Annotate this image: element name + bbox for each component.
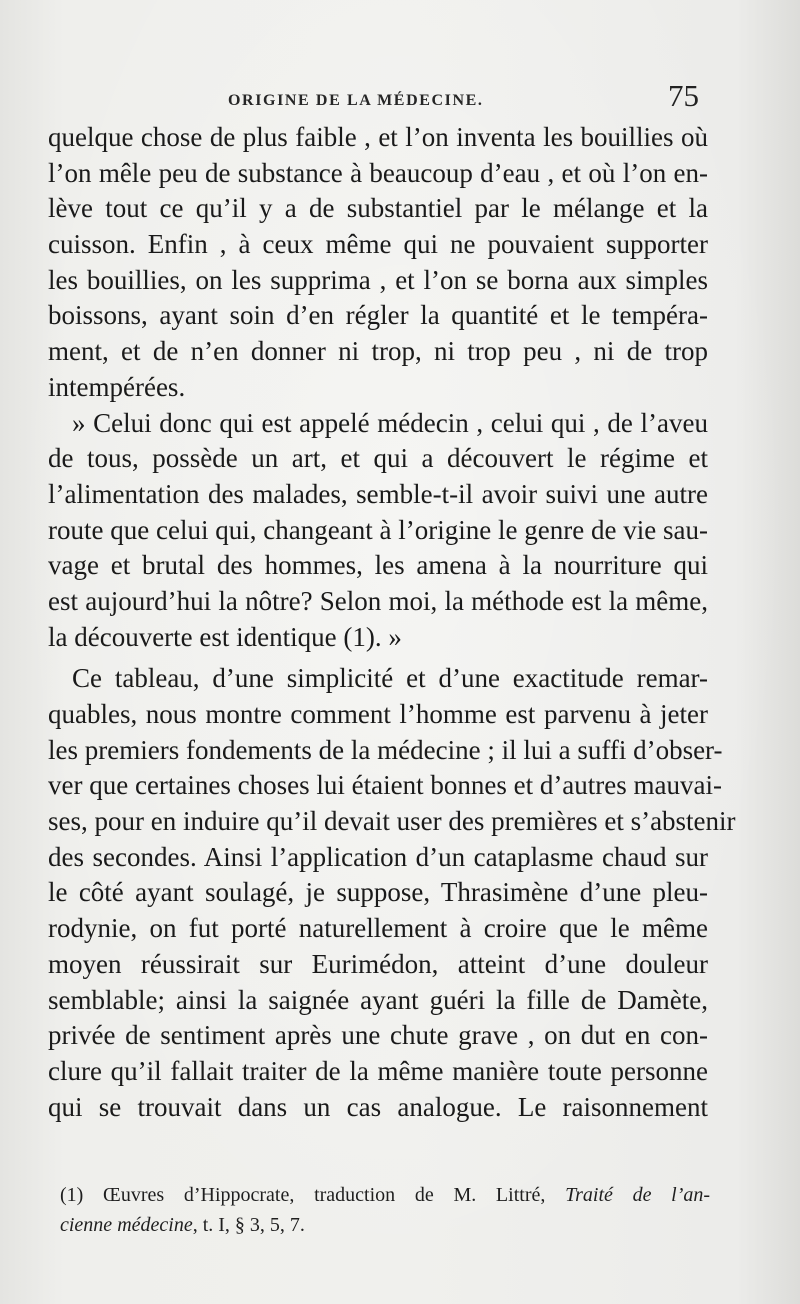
- text-line: lève tout ce qu’il y a de substantiel par le mélange et la: [48, 193, 708, 224]
- footnote-title-continued: cienne médecine: [60, 1214, 193, 1236]
- text-line: boissons, ayant soin d’en régler la quantité et le tempéra-: [48, 300, 708, 331]
- text-line: moyen réussirait sur Eurimédon, atteint d’une douleur: [48, 948, 708, 979]
- text-line: » Celui donc qui est appelé médecin , celui qui , de l’aveu: [72, 407, 708, 438]
- footnote-citation: Œuvres d’Hippocrate, traduction de M. Littré,: [103, 1184, 546, 1206]
- text-line: ver que certaines choses lui étaient bonnes et d’autres mauvai-: [48, 770, 722, 801]
- footnote-line: [60, 1180, 710, 1210]
- page-number: 75: [668, 78, 699, 113]
- text-line: vage et brutal des hommes, les amena à la nourriture qui: [48, 550, 708, 581]
- text-line: ment, et de n’en donner ni trop, ni trop peu , ni de trop: [48, 336, 708, 367]
- footnote-reference: , t. I, § 3, 5, 7.: [192, 1214, 305, 1236]
- text-line: clure qu’il fallait traiter de la même manière toute personne: [48, 1055, 708, 1086]
- text-line: qui se trouvait dans un cas analogue. Le raisonnement: [48, 1091, 708, 1122]
- text-line: est aujourd’hui la nôtre? Selon moi, la méthode est la même,: [48, 585, 708, 616]
- text-line: cuisson. Enfin , à ceux même qui ne pouvaient supporter: [48, 229, 708, 260]
- text-line: le côté ayant soulagé, je suppose, Thrasimène d’une pleu-: [48, 877, 708, 908]
- text-line: quelque chose de plus faible , et l’on inventa les bouillies où: [48, 122, 708, 152]
- text-line: rodynie, on fut porté naturellement à croire que le même: [48, 913, 708, 944]
- text-line: de tous, possède un art, et qui a découvert le régime et: [48, 443, 708, 474]
- text-line: Ce tableau, d’une simplicité et d’une exactitude remar-: [72, 663, 708, 694]
- text-line: les premiers fondements de la médecine ; il lui a suffi d’obser-: [48, 734, 723, 765]
- text-line: semblable; ainsi la saignée ayant guéri la fille de Damète,: [48, 984, 708, 1015]
- text-line: route que celui qui, changeant à l’origine le genre de vie sau-: [48, 514, 708, 545]
- footnote-line: [60, 1210, 710, 1240]
- text-line: la découverte est identique (1). »: [48, 621, 402, 652]
- text-line: ses, pour en induire qu’il devait user des premières et s’abstenir: [48, 806, 736, 837]
- text-line: quables, nous montre comment l’homme est parvenu à jeter: [48, 699, 708, 729]
- text-line: intempérées.: [48, 371, 186, 402]
- text-line: l’alimentation des malades, semble-t-il avoir suivi une autre: [48, 478, 708, 509]
- main-text: [48, 120, 736, 1125]
- text-line: les bouillies, on les supprima , et l’on se borna aux simples: [48, 264, 708, 295]
- text-line: des secondes. Ainsi l’application d’un cataplasme chaud sur: [48, 841, 708, 872]
- footnote: [60, 1180, 710, 1240]
- text-line: privée de sentiment après une chute grave , on dut en con-: [48, 1020, 708, 1051]
- footnote-title: Traité de l’an-: [565, 1184, 711, 1206]
- footnote-marker: (1): [60, 1184, 84, 1206]
- running-title: ORIGINE DE LA MÉDECINE.: [228, 92, 484, 109]
- text-line: l’on mêle peu de substance à beaucoup d’eau , et où l’on en-: [48, 157, 708, 188]
